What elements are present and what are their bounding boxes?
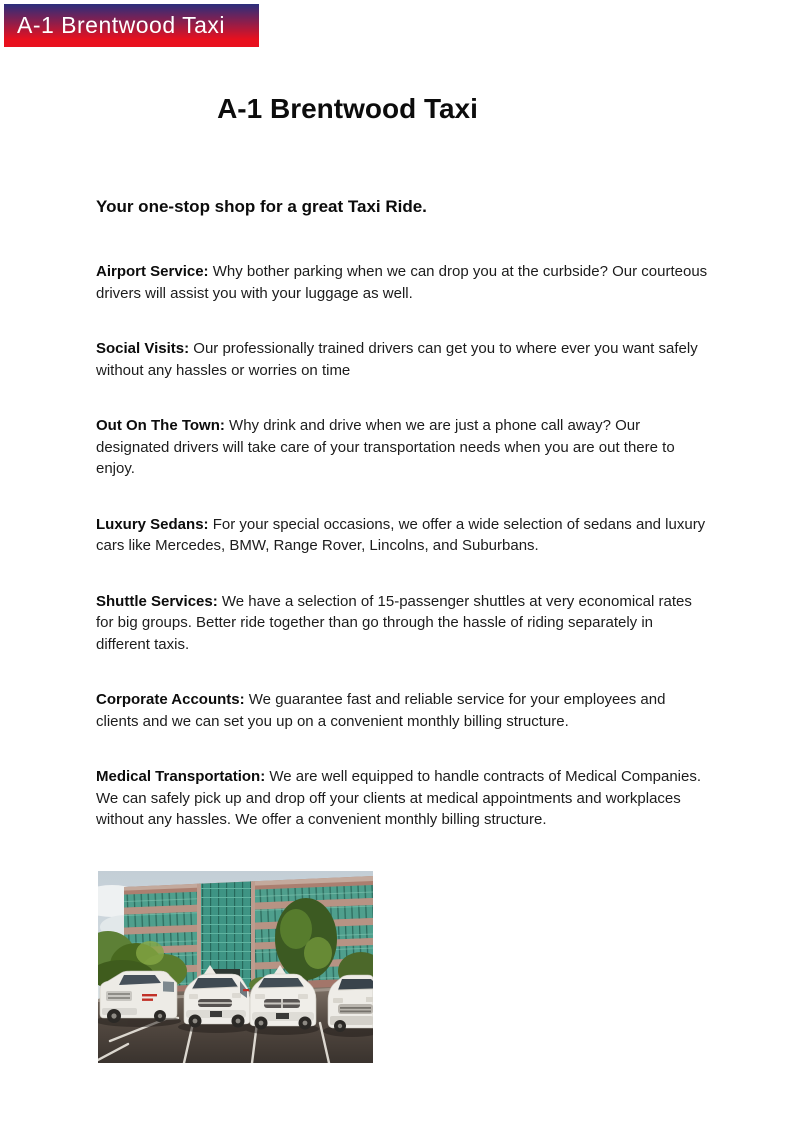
service-label: Corporate Accounts: [96, 691, 245, 708]
service-text: We are well equipped to handle contracts of Medical Companies. We can safely pick up and drop off your clients at medical appointments and workplaces without any hassles. We offer a convenient monthly billing structure. [96, 768, 702, 828]
brand-logo [4, 4, 259, 47]
service-label: Airport Service: [96, 263, 209, 280]
tagline: Your one-stop shop for a great Taxi Ride. [96, 197, 427, 216]
service-paragraph-shuttle [96, 591, 710, 656]
service-paragraph-sedans [96, 514, 710, 557]
service-paragraph-airport [96, 261, 710, 304]
service-text: Our professionally trained drivers can get you to where ever you want safely without any hassles or worries on time [96, 340, 698, 379]
brand-logo-text: A-1 Brentwood Taxi [17, 12, 226, 38]
content-column [0, 197, 795, 1063]
service-label: Medical Transportation: [96, 768, 266, 785]
service-label: Out On The Town: [96, 417, 225, 434]
service-label: Luxury Sedans: [96, 515, 209, 533]
service-paragraph-medical [96, 766, 710, 831]
service-text: We have a selection of 15-passenger shuttles at very economical rates for big groups. Better ride together than go through the hassle of riding separately in different taxis. [96, 592, 692, 653]
service-paragraph-corporate [96, 689, 710, 732]
service-text: For your special occasions, we offer a wide selection of sedans and luxury cars like Mercedes, BMW, Range Rover, Lincolns, and Suburbans. [96, 515, 706, 554]
service-text: Why bother parking when we can drop you at the curbside? Our courteous drivers will assist you with your luggage as well. [96, 263, 708, 302]
service-text: We guarantee fast and reliable service for your employees and clients and we can set you up on a convenient monthly billing structure. [96, 691, 666, 730]
service-text: Why drink and drive when we are just a phone call away? Our designated drivers will take care of your transportation needs when you are out there to enjoy. [96, 417, 675, 477]
service-paragraph-town [96, 415, 710, 480]
service-label: Social Visits: [96, 340, 190, 357]
taxi-fleet-photo [98, 871, 373, 1063]
service-label: Shuttle Services: [96, 592, 218, 610]
taxi-fleet-photo-illustration [98, 871, 373, 1063]
taxi-van-4 [328, 975, 373, 1032]
page-title: A-1 Brentwood Taxi [217, 93, 478, 124]
service-paragraph-social [96, 338, 710, 381]
taxi-van-1 [100, 971, 177, 1023]
